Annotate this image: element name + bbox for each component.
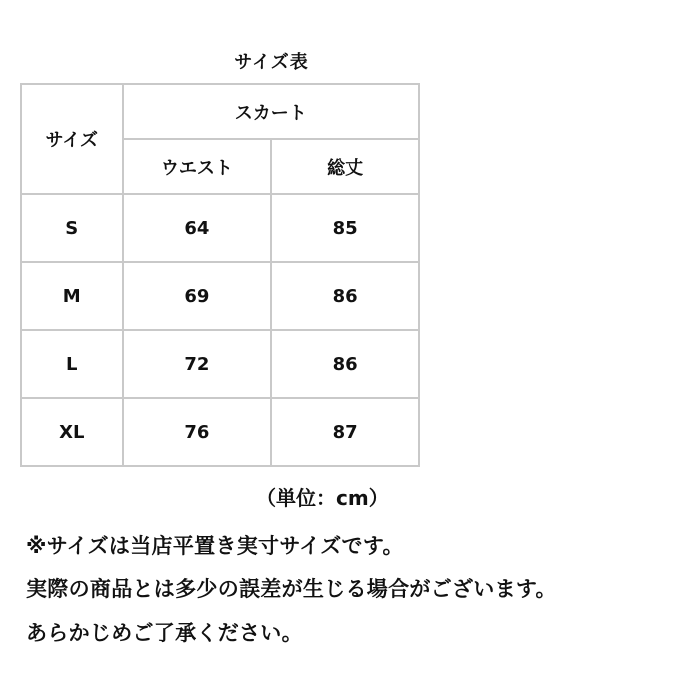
table-row <box>21 194 419 262</box>
size-table <box>20 83 420 467</box>
acknowledgement-note: あらかじめご了承ください。 <box>26 621 303 645</box>
table-row <box>21 262 419 330</box>
waist-cell: 69 <box>123 262 272 330</box>
size-column-header: サイズ <box>21 84 123 194</box>
size-cell: L <box>21 330 123 398</box>
length-cell: 86 <box>271 262 419 330</box>
table-row <box>21 398 419 466</box>
measurement-note: ※サイズは当店平置き実寸サイズです。 <box>26 534 404 558</box>
unit-note: （単位：cm） <box>256 486 389 510</box>
length-cell: 85 <box>271 194 419 262</box>
table-row <box>21 330 419 398</box>
skirt-group-header: スカート <box>123 84 420 139</box>
size-chart-title: サイズ表 <box>234 52 309 73</box>
table-header-row <box>21 84 419 139</box>
size-cell: M <box>21 262 123 330</box>
waist-column-header: ウエスト <box>123 139 272 194</box>
tolerance-note: 実際の商品とは多少の誤差が生じる場合がございます。 <box>26 577 557 601</box>
waist-cell: 72 <box>123 330 272 398</box>
waist-cell: 76 <box>123 398 272 466</box>
length-cell: 86 <box>271 330 419 398</box>
size-cell: S <box>21 194 123 262</box>
length-column-header: 総丈 <box>271 139 419 194</box>
length-cell: 87 <box>271 398 419 466</box>
size-cell: XL <box>21 398 123 466</box>
waist-cell: 64 <box>123 194 272 262</box>
